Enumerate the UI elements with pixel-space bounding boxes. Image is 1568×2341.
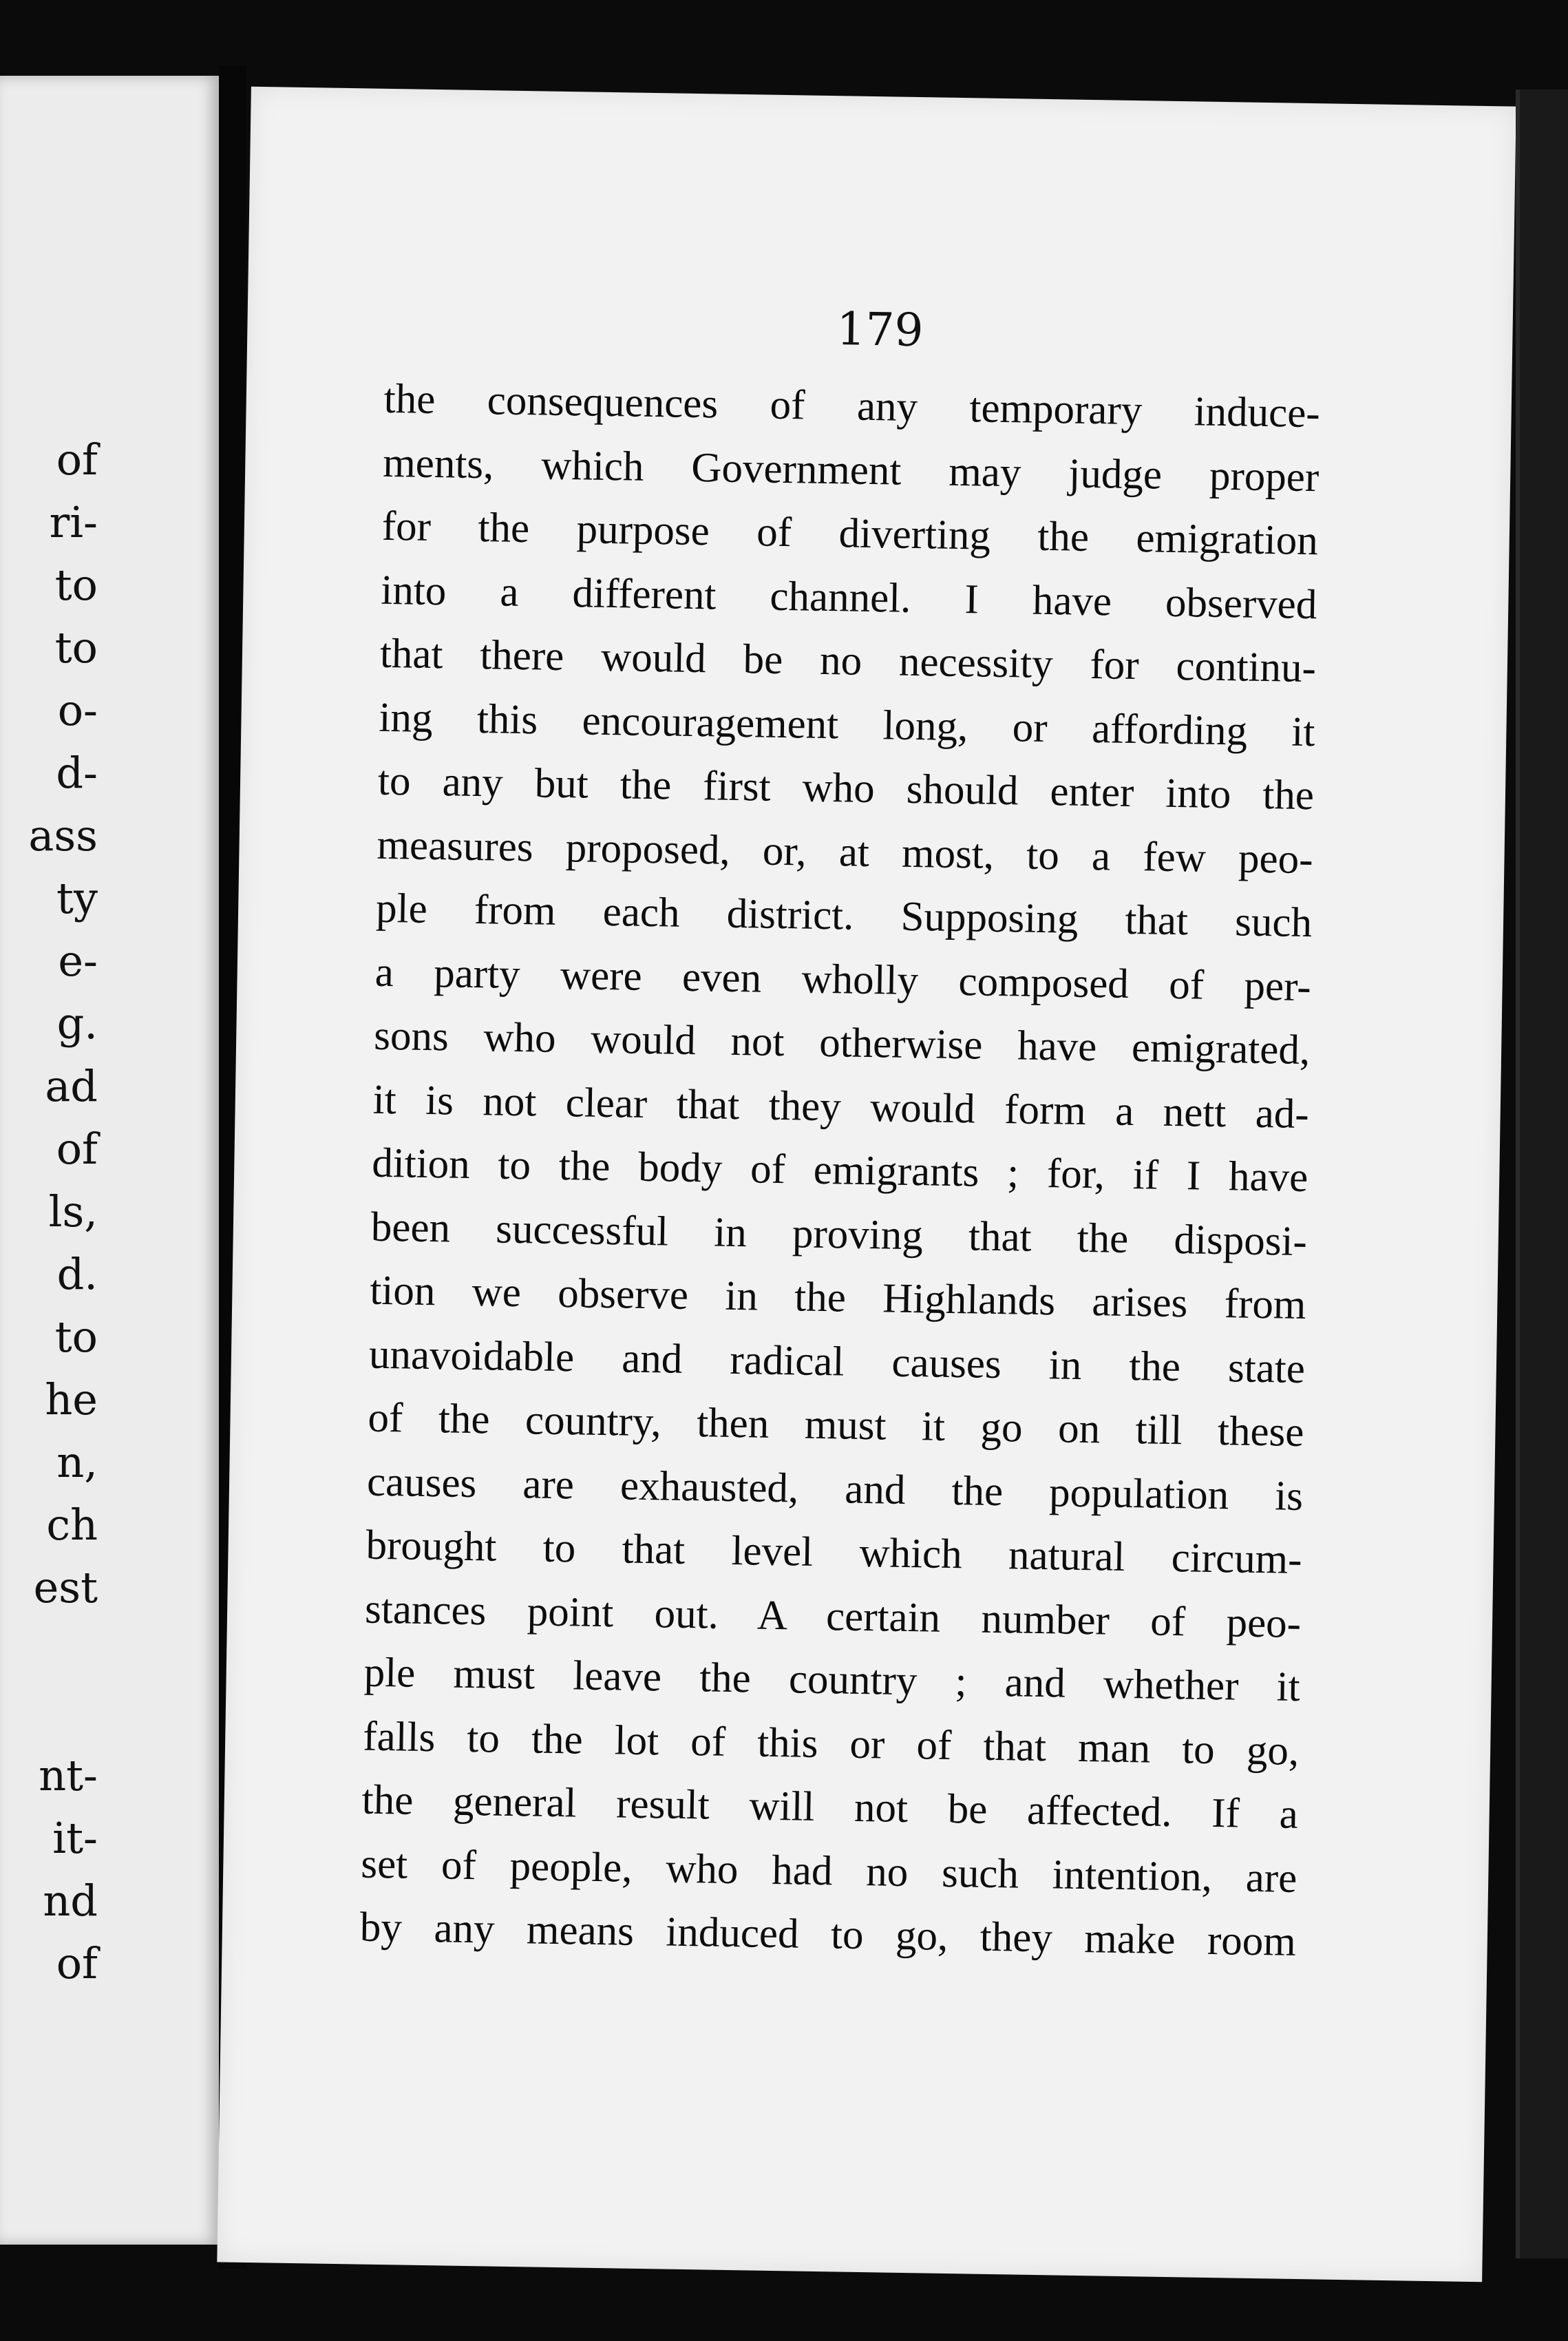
text-line: the consequences of any temporary induce-	[383, 375, 1321, 437]
previous-page-line-ending: ty	[56, 873, 98, 923]
previous-page-line-ending: he	[45, 1374, 98, 1425]
previous-page-line-ending: g.	[56, 998, 98, 1049]
previous-page-fragment	[0, 76, 219, 2245]
text-line: it is not clear that they would form a nett ad-	[372, 1076, 1310, 1137]
text-line: to any but the first who should enter into the	[377, 757, 1315, 819]
text-line: been successful in proving that the disposi-	[370, 1204, 1308, 1265]
text-line: tion we observe in the Highlands arises from	[369, 1267, 1306, 1329]
text-line: the general result will not be affected. If a	[361, 1776, 1299, 1838]
previous-page-line-ending: nd	[43, 1876, 98, 1926]
text-line: causes are exhausted, and the population is	[366, 1458, 1304, 1520]
previous-page-line-ending: to	[54, 1312, 98, 1362]
previous-page-line-ending: n,	[56, 1437, 98, 1487]
body-text	[359, 368, 1320, 1975]
text-line: of the country, then must it go on till these	[368, 1394, 1304, 1456]
previous-page-line-ending: nt-	[39, 1750, 98, 1801]
text-line: stances point out. A certain number of peo-	[364, 1586, 1302, 1647]
text-line: brought to that level which natural circum-	[365, 1522, 1303, 1583]
text-line: that there would be no necessity for continu-	[379, 630, 1317, 692]
book-edge	[1516, 90, 1568, 2258]
text-line: dition to the body of emigrants ; for, if I have	[371, 1140, 1309, 1201]
previous-page-line-ending: e-	[58, 936, 98, 986]
text-line: ple must leave the country ; and whether it	[363, 1649, 1301, 1710]
previous-page-line-ending: to	[54, 560, 98, 610]
text-line: falls to the lot of this or of that man to go,	[362, 1713, 1300, 1774]
text-line: by any means induced to go, they make room	[359, 1904, 1297, 1965]
previous-page-line-ending: ad	[45, 1061, 98, 1111]
previous-page-line-ending: ch	[46, 1500, 98, 1550]
previous-page-line-ending	[0, 1619, 110, 1681]
previous-page-line-ending: it-	[52, 1813, 98, 1863]
text-line: sons who would not otherwise have emigrated,	[373, 1012, 1311, 1074]
previous-page-line-ending: ass	[28, 810, 98, 861]
previous-page-line-ending: ls,	[48, 1186, 98, 1237]
previous-page-line-ending: d-	[56, 748, 98, 798]
text-line: set of people, who had no such intention, are	[360, 1840, 1297, 1902]
text-line: for the purpose of diverting the emigration	[381, 503, 1319, 565]
book-page	[217, 87, 1516, 2282]
previous-page-line-ending: to	[54, 622, 98, 673]
page-number: 179	[836, 302, 924, 357]
text-line: into a different channel. I have observed	[380, 567, 1317, 628]
text-line: unavoidable and radical causes in the state	[368, 1331, 1306, 1392]
previous-page-line-ending: of	[56, 434, 98, 485]
previous-page-line-endings	[0, 428, 110, 1995]
text-line: measures proposed, or, at most, to a few peo-	[377, 821, 1314, 883]
text-line: ments, which Government may judge proper	[382, 439, 1320, 501]
previous-page-line-ending: o-	[57, 685, 98, 735]
text-line: a party were even wholly composed of per-	[374, 949, 1312, 1010]
previous-page-line-ending	[0, 1681, 110, 1744]
previous-page-line-ending: of	[56, 1124, 98, 1174]
previous-page-line-ending: est	[33, 1562, 98, 1613]
previous-page-line-ending: of	[56, 1938, 98, 1988]
text-line: ple from each district. Supposing that such	[375, 885, 1313, 947]
previous-page-line-ending: d.	[56, 1249, 98, 1299]
previous-page-line-ending: ri-	[49, 497, 98, 547]
text-line: ing this encouragement long, or affording it	[379, 694, 1315, 755]
